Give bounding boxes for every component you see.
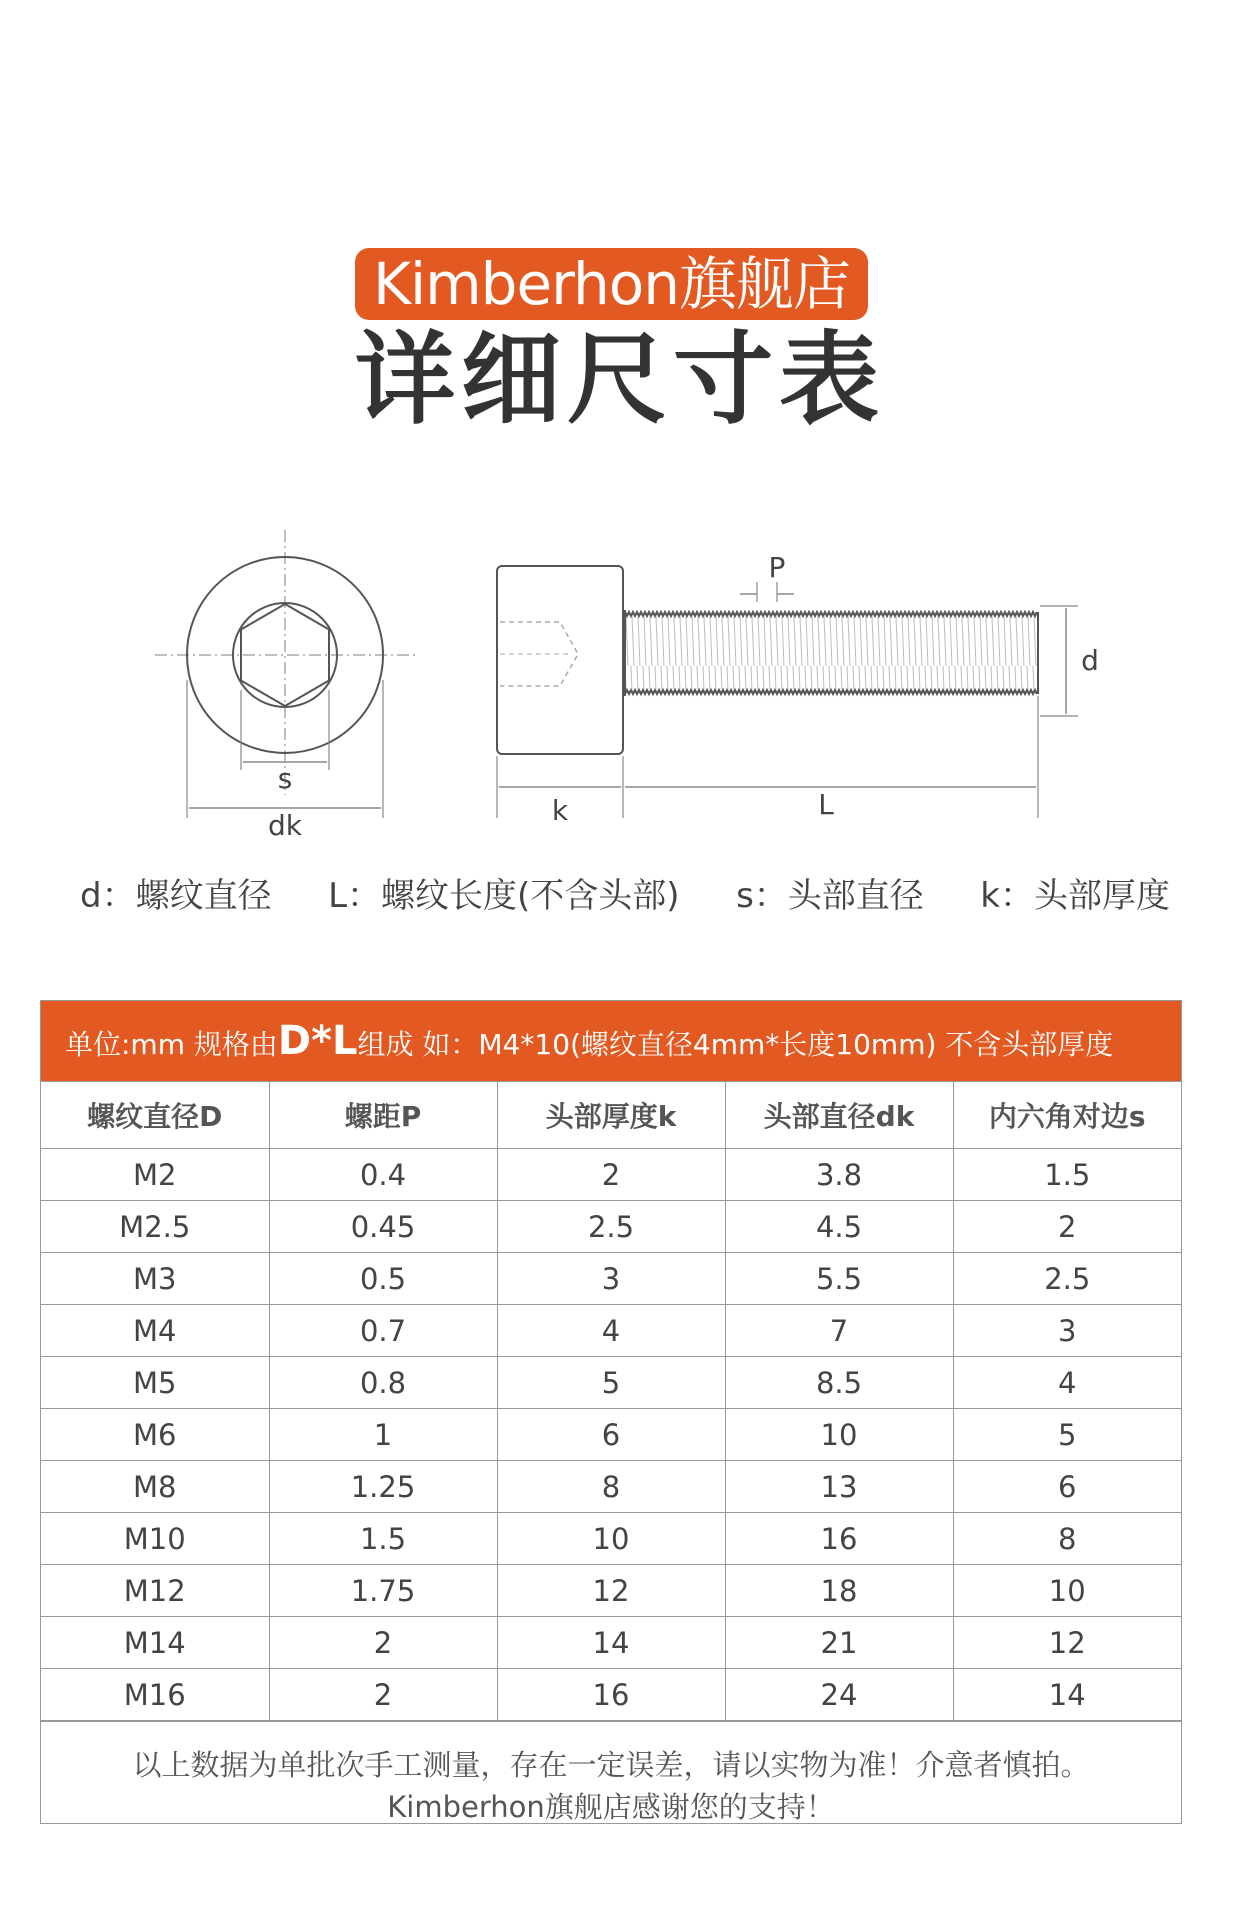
col-pitch: 螺距P — [269, 1082, 497, 1149]
cell: 13 — [725, 1461, 953, 1513]
cell: 7 — [725, 1305, 953, 1357]
cell: 2 — [497, 1149, 725, 1201]
cell: 14 — [953, 1669, 1181, 1721]
cell: 10 — [725, 1409, 953, 1461]
dimension-legend — [80, 868, 1170, 918]
legend-s: s：头部直径 — [736, 876, 924, 916]
cell: 14 — [497, 1617, 725, 1669]
legend-d: d：螺纹直径 — [80, 876, 272, 916]
cell: 6 — [497, 1409, 725, 1461]
cell: 0.8 — [269, 1357, 497, 1409]
cell: 16 — [725, 1513, 953, 1565]
col-hex-size: 内六角对边s — [953, 1082, 1181, 1149]
table-row — [41, 1149, 1181, 1201]
cell: 3 — [497, 1253, 725, 1305]
table-row — [41, 1669, 1181, 1721]
cell: 0.4 — [269, 1149, 497, 1201]
brand-badge: Kimberhon旗舰店 — [355, 248, 868, 320]
label-l: L — [818, 788, 834, 821]
cell: 10 — [953, 1565, 1181, 1617]
cell: 10 — [497, 1513, 725, 1565]
label-dk: dk — [268, 809, 302, 842]
cell: 24 — [725, 1669, 953, 1721]
cell: 8.5 — [725, 1357, 953, 1409]
label-s: s — [277, 762, 293, 795]
col-head-diameter: 头部直径dk — [725, 1082, 953, 1149]
footnote-line-2: Kimberhon旗舰店感谢您的支持！ — [387, 1790, 835, 1824]
unit-note-bar — [41, 1001, 1181, 1081]
cell: 12 — [497, 1565, 725, 1617]
cell: 1.75 — [269, 1565, 497, 1617]
unit-note-suffix: 组成 如：M4*10(螺纹直径4mm*长度10mm) 不含头部厚度 — [357, 1028, 1114, 1061]
cell: 4.5 — [725, 1201, 953, 1253]
table-header-row — [41, 1082, 1181, 1149]
cell: 1.25 — [269, 1461, 497, 1513]
table-row — [41, 1565, 1181, 1617]
cell: 21 — [725, 1617, 953, 1669]
page-title: 详细尺寸表 — [355, 321, 885, 438]
label-p: P — [768, 551, 786, 584]
col-head-thickness: 头部厚度k — [497, 1082, 725, 1149]
cell: 0.45 — [269, 1201, 497, 1253]
cell: 2 — [269, 1617, 497, 1669]
cell: 0.7 — [269, 1305, 497, 1357]
table-row — [41, 1305, 1181, 1357]
cell: 2 — [953, 1201, 1181, 1253]
table-row — [41, 1357, 1181, 1409]
cell: 3 — [953, 1305, 1181, 1357]
size-table — [41, 1081, 1181, 1721]
cell: M3 — [41, 1253, 269, 1305]
table-row — [41, 1409, 1181, 1461]
footnote — [41, 1721, 1181, 1852]
cell: 1.5 — [269, 1513, 497, 1565]
col-thread-diameter: 螺纹直径D — [41, 1082, 269, 1149]
cell: M2 — [41, 1149, 269, 1201]
legend-l: L：螺纹长度(不含头部) — [328, 876, 680, 916]
cell: M12 — [41, 1565, 269, 1617]
cell: 4 — [497, 1305, 725, 1357]
cell: 16 — [497, 1669, 725, 1721]
cell: 2.5 — [953, 1253, 1181, 1305]
size-table-card — [40, 1000, 1182, 1824]
cell: 0.5 — [269, 1253, 497, 1305]
cell: M8 — [41, 1461, 269, 1513]
cell: M14 — [41, 1617, 269, 1669]
table-row — [41, 1461, 1181, 1513]
screw-dimension-diagram — [0, 520, 1240, 850]
cell: M6 — [41, 1409, 269, 1461]
table-row — [41, 1253, 1181, 1305]
cell: 3.8 — [725, 1149, 953, 1201]
cell: 1.5 — [953, 1149, 1181, 1201]
cell: 6 — [953, 1461, 1181, 1513]
unit-note-emphasis: D*L — [277, 1018, 358, 1064]
cell: 5.5 — [725, 1253, 953, 1305]
cell: 1 — [269, 1409, 497, 1461]
label-k: k — [551, 794, 569, 827]
cell: M4 — [41, 1305, 269, 1357]
cell: 8 — [953, 1513, 1181, 1565]
cell: 5 — [497, 1357, 725, 1409]
table-row — [41, 1513, 1181, 1565]
screw-side-view — [497, 566, 1078, 818]
cell: 5 — [953, 1409, 1181, 1461]
cell: M5 — [41, 1357, 269, 1409]
cell: M16 — [41, 1669, 269, 1721]
cell: 4 — [953, 1357, 1181, 1409]
cell: 18 — [725, 1565, 953, 1617]
cell: 12 — [953, 1617, 1181, 1669]
cell: 2.5 — [497, 1201, 725, 1253]
cell: 8 — [497, 1461, 725, 1513]
table-row — [41, 1617, 1181, 1669]
cell: 2 — [269, 1669, 497, 1721]
legend-k: k：头部厚度 — [980, 876, 1170, 916]
cell: M2.5 — [41, 1201, 269, 1253]
table-row — [41, 1201, 1181, 1253]
footnote-line-1: 以上数据为单批次手工测量，存在一定误差，请以实物为准！介意者慎拍。 — [132, 1748, 1090, 1782]
cell: M10 — [41, 1513, 269, 1565]
label-d: d — [1081, 644, 1099, 677]
unit-note-prefix: 单位:mm 规格由 — [65, 1028, 278, 1061]
